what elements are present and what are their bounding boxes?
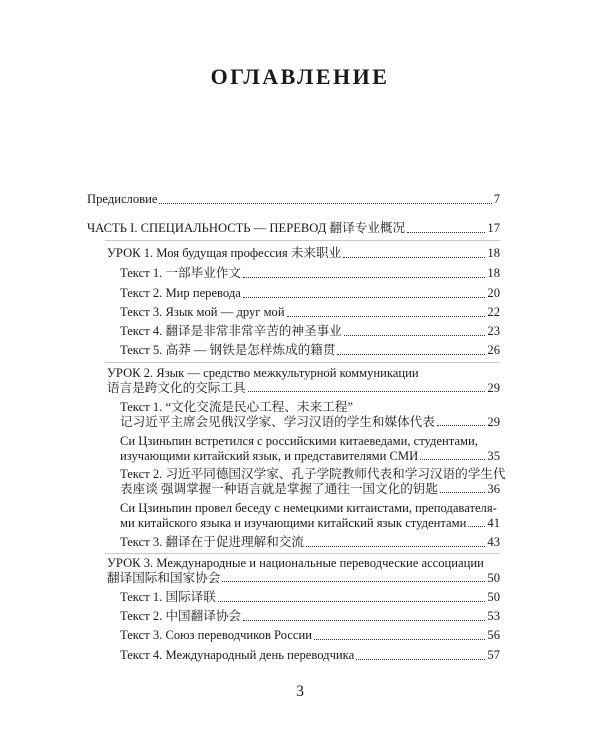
dot-leader	[243, 619, 485, 621]
dot-leader	[314, 638, 485, 640]
dot-leader	[343, 256, 485, 258]
toc-entry-text-2-1	[120, 400, 500, 429]
dot-leader	[420, 458, 485, 460]
toc-entry-text: Текст 4. Международный день переводчика	[120, 648, 355, 662]
dot-leader	[248, 390, 486, 392]
toc-entry-page: 43	[487, 535, 500, 549]
toc-entry-text: УРОК 2. Язык — средство межкультурной коммуникации	[107, 366, 419, 380]
toc-entry-text: Текст 2. 习近平同德国汉学家、孔子学院教师代表和学习汉语的学生代	[120, 467, 506, 481]
toc-entry-text-1-3	[120, 305, 500, 320]
dot-leader	[287, 315, 486, 317]
toc-entry-text-2-3	[120, 535, 500, 550]
toc-entry-text: Текст 1. 国际译联	[120, 590, 216, 604]
dot-leader	[218, 600, 486, 602]
dot-leader	[437, 424, 486, 426]
toc-entry-text-1-1	[120, 266, 500, 281]
toc-entry-text-cont: ми китайского языка и изучающими китайский язык студентами	[120, 515, 467, 530]
toc-entry-page: 41	[487, 515, 500, 530]
toc-entry-page: 20	[487, 286, 500, 300]
toc-entry-page: 36	[487, 481, 500, 496]
dot-leader	[344, 334, 486, 336]
toc-entry-page: 18	[487, 266, 500, 280]
toc-entry-part-1	[87, 221, 500, 236]
toc-entry-page: 7	[493, 192, 500, 206]
toc-entry-text: Си Цзиньпин встретился с российскими китаеведами, студентами,	[120, 434, 478, 448]
dot-leader	[337, 353, 485, 355]
section-divider	[105, 240, 500, 241]
toc-entry-text-cont: изучающими китайский язык, и представителями СМИ	[120, 448, 419, 463]
toc-entry-page: 26	[487, 343, 500, 357]
toc-entry-page: 18	[487, 246, 500, 260]
dot-leader	[306, 545, 485, 547]
toc-entry-page: 23	[487, 324, 500, 338]
toc-entry-text-3-3	[120, 628, 500, 643]
toc-entry-page: 53	[487, 609, 500, 623]
toc-entry-text: Текст 1. “文化交流是民心工程、未来工程”	[120, 400, 353, 414]
toc-entry-text-1-2	[120, 286, 500, 301]
toc-entry-text: Текст 3. Союз переводчиков России	[120, 628, 312, 642]
toc-entry-page: 50	[487, 590, 500, 604]
toc-entry-lesson-2	[107, 366, 500, 395]
toc-entry-text: УРОК 3. Международные и национальные переводческие ассоциации	[107, 556, 484, 570]
page-number: 3	[296, 683, 304, 700]
toc-entry-page: 29	[487, 380, 500, 395]
toc-entry-text: ЧАСТЬ I. СПЕЦИАЛЬНОСТЬ — ПЕРЕВОД 翻译专业概况	[87, 221, 406, 235]
toc-entry-text: Текст 2. Мир перевода	[120, 286, 241, 300]
toc-entry-text-2-2	[120, 467, 506, 496]
dot-leader	[356, 658, 485, 660]
toc-entry-page: 17	[487, 221, 500, 235]
toc-entry-page: 56	[487, 628, 500, 642]
toc-entry-lesson-3	[107, 556, 500, 585]
page-title: ОГЛАВЛЕНИЕ	[210, 64, 390, 89]
toc-entry-text-cont: 表座谈 强调掌握一种语言就是掌握了通往一国文化的钥匙	[120, 481, 438, 496]
toc-entry-page: 50	[487, 570, 500, 585]
toc-entry-text-2-1-translation	[120, 434, 500, 463]
toc-entry-text: Текст 1. 一部毕业作文	[120, 266, 242, 280]
toc-entry-lesson-1	[107, 246, 500, 261]
toc-entry-text-1-5	[120, 343, 500, 358]
toc-entry-text: Текст 5. 高莽 — 钢铁是怎样炼成的籍贯	[120, 343, 336, 357]
toc-entry-text-3-2	[120, 609, 500, 624]
dot-leader	[159, 202, 491, 204]
toc-entry-page: 22	[487, 305, 500, 319]
toc-entry-text-cont: 语言是跨文化的交际工具	[107, 380, 246, 395]
toc-entry-text: Текст 2. 中国翻译协会	[120, 609, 242, 623]
section-divider	[105, 362, 500, 363]
dot-leader	[243, 276, 485, 278]
toc-entry-text: Предисловие	[87, 192, 158, 206]
dot-leader	[243, 296, 486, 298]
dot-leader	[222, 580, 485, 582]
toc-entry-text-1-4	[120, 324, 500, 339]
toc-entry-text: Текст 4. 翻译是非常非常辛苦的神圣事业	[120, 324, 342, 338]
toc-entry-text: Текст 3. Язык мой — друг мой	[120, 305, 285, 319]
toc-entry-text: Си Цзиньпин провел беседу с немецкими китаистами, преподавателя-	[120, 501, 497, 515]
toc-entry-text-cont: 记习近平主席会见俄汉学家、学习汉语的学生和媒体代表	[120, 414, 435, 429]
toc-entry-page: 57	[487, 648, 500, 662]
toc-entry-page: 29	[487, 414, 500, 429]
dot-leader	[440, 491, 485, 493]
toc-entry-page: 35	[487, 448, 500, 463]
toc-entry-text: УРОК 1. Моя будущая профессия 未来职业	[107, 246, 342, 260]
toc-entry-preface	[87, 192, 500, 207]
dot-leader	[468, 525, 485, 527]
dot-leader	[407, 231, 485, 233]
toc-entry-text: Текст 3. 翻译在于促进理解和交流	[120, 535, 304, 549]
toc-entry-text-3-4	[120, 648, 500, 663]
section-divider	[105, 553, 500, 554]
toc-entry-text-2-2-translation	[120, 501, 500, 530]
toc-entry-text-3-1	[120, 590, 500, 605]
toc-entry-text-cont: 翻译国际和国家协会	[107, 570, 221, 585]
